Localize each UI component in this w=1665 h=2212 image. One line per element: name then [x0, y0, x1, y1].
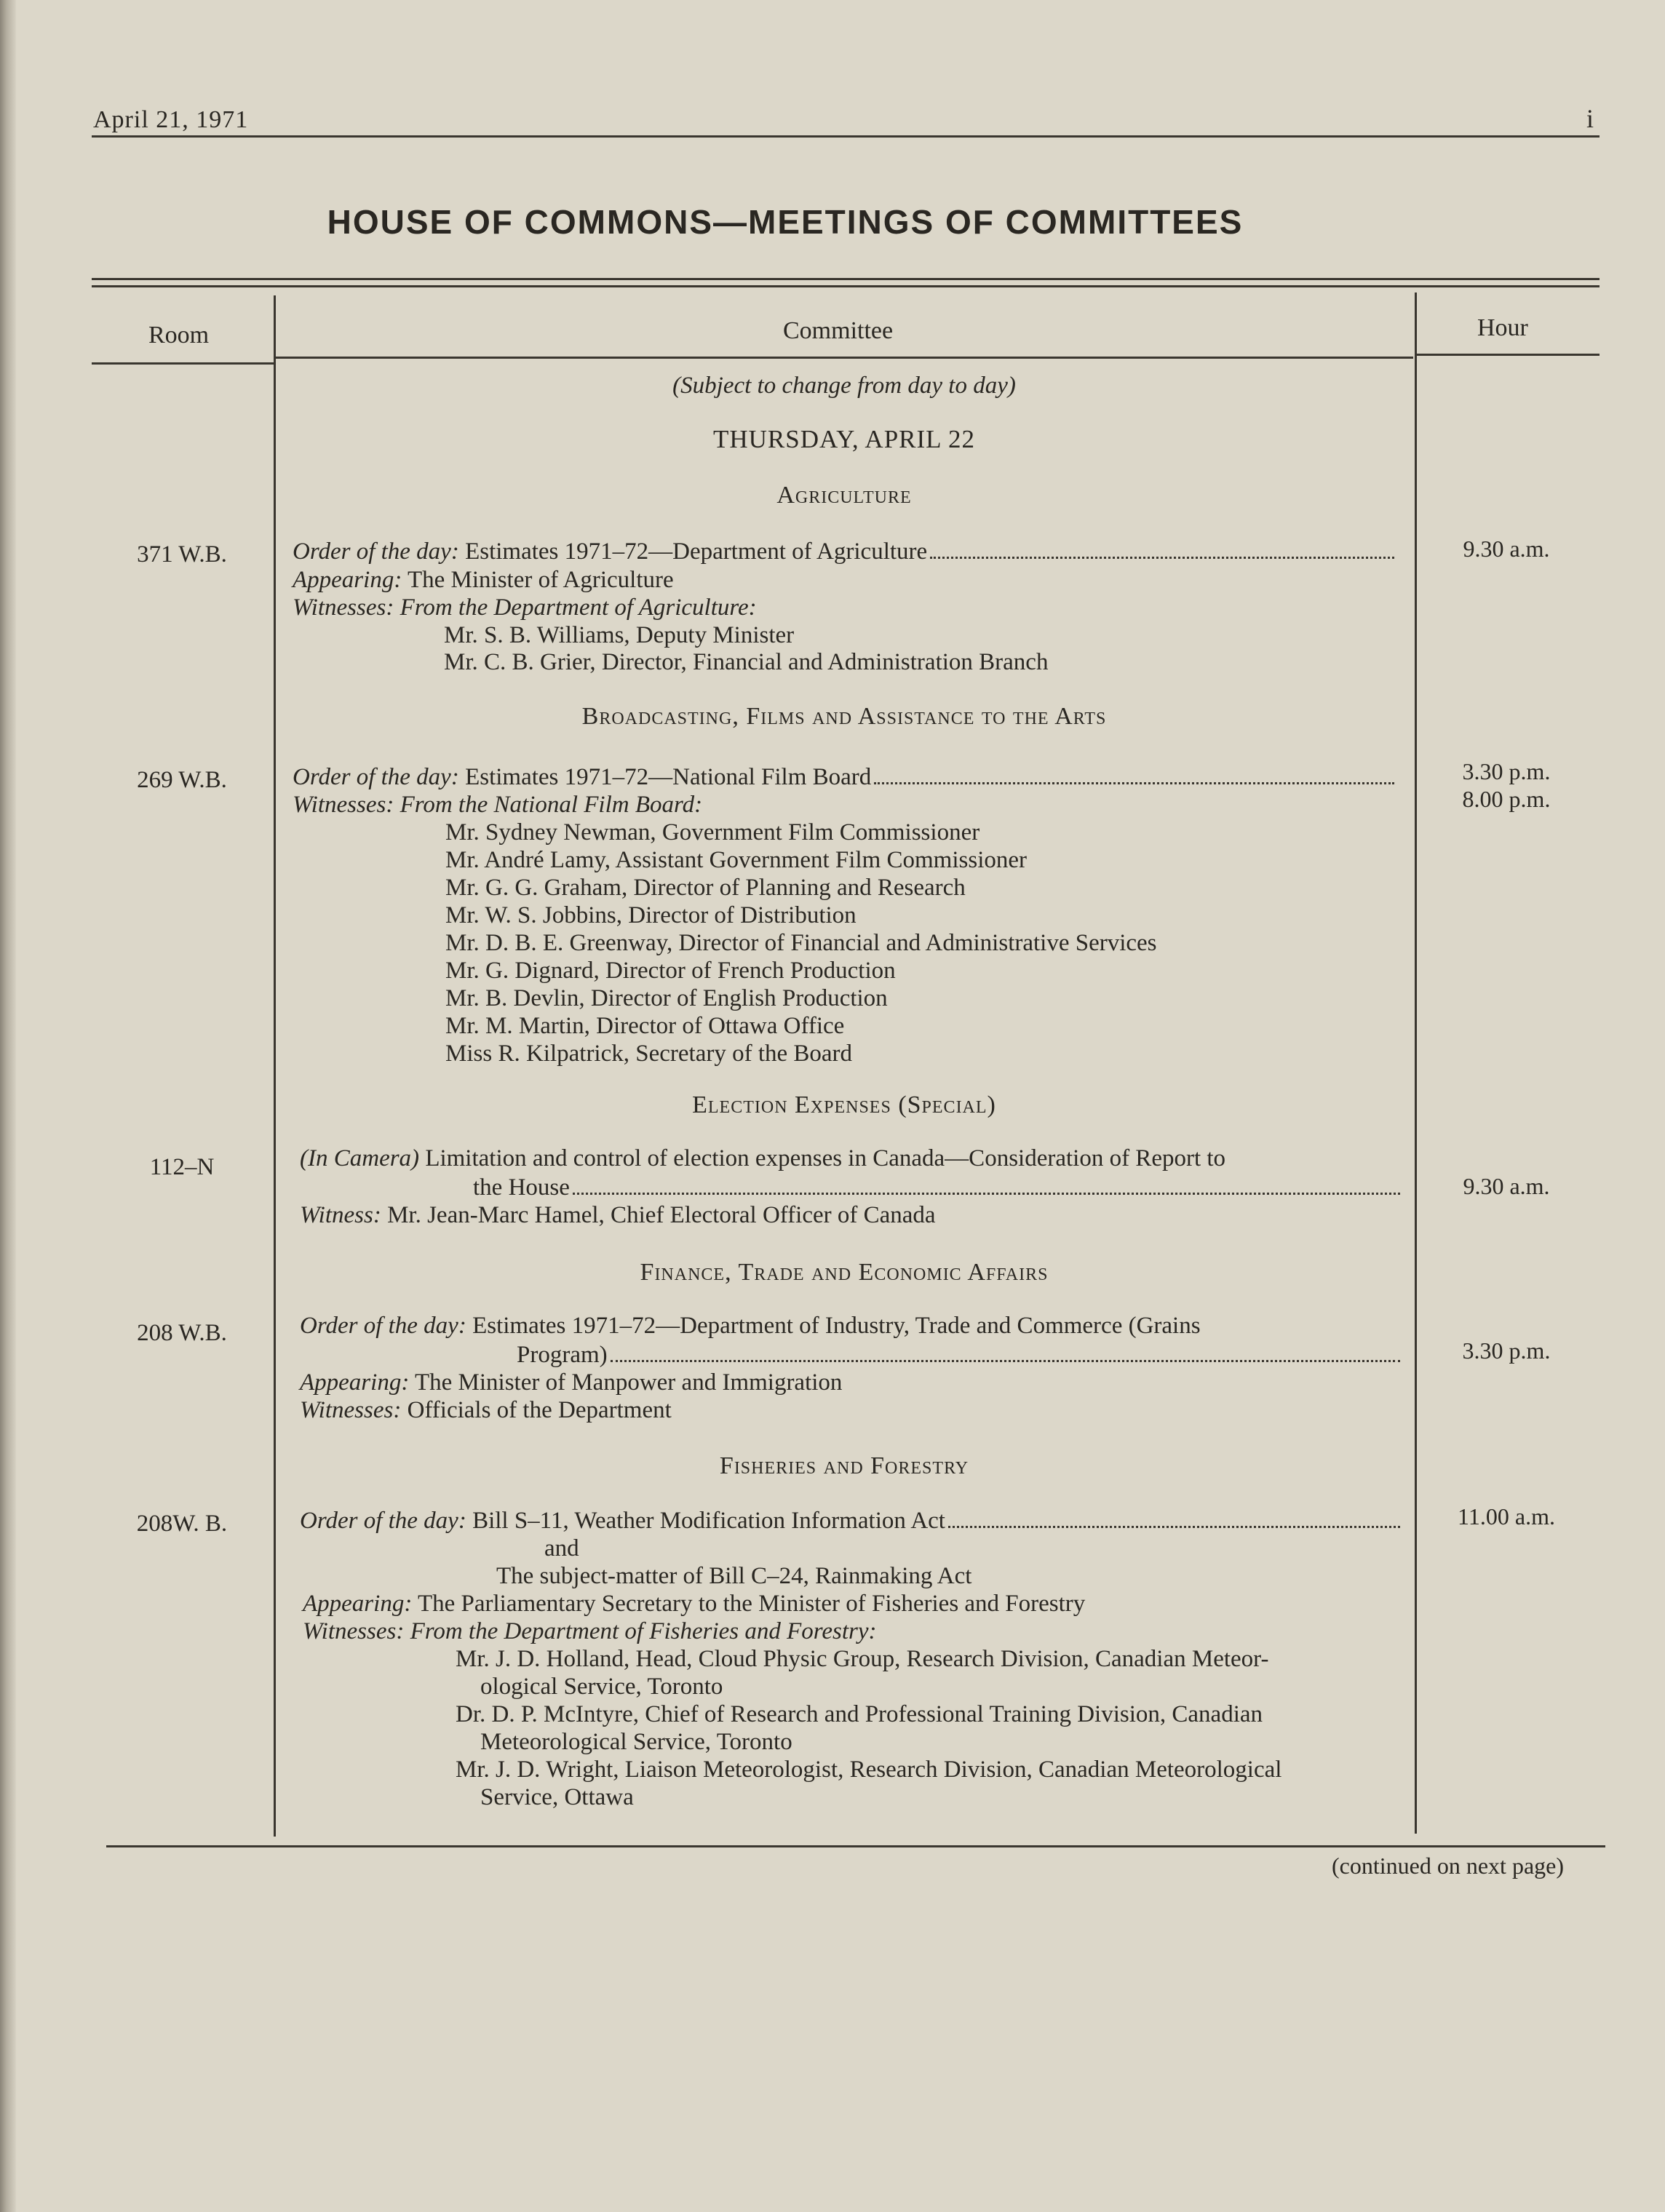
witness-broadcasting-3: Mr. G. G. Graham, Director of Planning and Research [445, 875, 966, 901]
document-title: HOUSE OF COMMONS—MEETINGS OF COMMITTEES [327, 203, 1244, 241]
hour-finance: 3.30 p.m. [1462, 1337, 1551, 1364]
witness-broadcasting-6: Mr. G. Dignard, Director of French Production [445, 958, 896, 984]
title-rule-bottom [92, 285, 1600, 287]
page-binding-edge [0, 0, 16, 2212]
witness-agriculture-1: Mr. S. B. Williams, Deputy Minister [444, 622, 795, 648]
witnesses-intro-fisheries: Witnesses: From the Department of Fisheries and Forestry: [303, 1618, 877, 1644]
header-date: April 21, 1971 [93, 106, 249, 133]
appearing-fisheries: Appearing: The Parliamentary Secretary to the Minister of Fisheries and Forestry [303, 1591, 1086, 1617]
order-broadcasting: Order of the day: Estimates 1971–72—National Film Board [293, 764, 1399, 791]
election-subject-line-2: the House [473, 1174, 1404, 1201]
hour-election: 9.30 a.m. [1463, 1173, 1550, 1199]
witness-broadcasting-9: Miss R. Kilpatrick, Secretary of the Board [445, 1041, 853, 1067]
hour-fisheries: 11.00 a.m. [1458, 1503, 1555, 1529]
committee-heading-broadcasting: Broadcasting, Films and Assistance to the Arts [581, 703, 1107, 730]
hour-header-rule [1416, 354, 1600, 356]
witness-fisheries-1b: ological Service, Toronto [480, 1674, 723, 1700]
witness-broadcasting-7: Mr. B. Devlin, Director of English Production [445, 985, 888, 1011]
committee-heading-election: Election Expenses (Special) [692, 1091, 996, 1118]
witness-broadcasting-5: Mr. D. B. E. Greenway, Director of Financial and Administrative Services [445, 930, 1157, 956]
continued-note: (continued on next page) [1332, 1853, 1564, 1879]
column-header-committee: Committee [783, 317, 894, 344]
witnesses-finance: Witnesses: Officials of the Department [300, 1397, 672, 1423]
subject-note: (Subject to change from day to day) [672, 373, 1016, 399]
witness-broadcasting-1: Mr. Sydney Newman, Government Film Commissioner [445, 819, 980, 846]
witnesses-intro-agriculture: Witnesses: From the Department of Agriculture: [293, 594, 757, 621]
election-subject-line-1: (In Camera) Limitation and control of election expenses in Canada—Consideration of Report to [300, 1145, 1226, 1171]
witness-broadcasting-4: Mr. W. S. Jobbins, Director of Distribution [445, 902, 857, 928]
column-divider-right [1415, 293, 1417, 1834]
page-number: i [1586, 104, 1594, 133]
order-agriculture: Order of the day: Estimates 1971–72—Department of Agriculture [293, 538, 1399, 565]
hour-broadcasting-2: 8.00 p.m. [1462, 786, 1551, 812]
table-bottom-rule [106, 1845, 1605, 1847]
witness-agriculture-2: Mr. C. B. Grier, Director, Financial and Administration Branch [444, 649, 1049, 675]
fisheries-and: and [544, 1535, 579, 1561]
committee-heading-finance: Finance, Trade and Economic Affairs [640, 1259, 1049, 1286]
column-divider-left [274, 295, 276, 1837]
room-election: 112–N [149, 1154, 215, 1180]
witness-fisheries-3b: Service, Ottawa [480, 1784, 634, 1810]
title-rule-top [92, 278, 1600, 280]
room-broadcasting: 269 W.B. [137, 767, 227, 793]
room-finance: 208 W.B. [137, 1320, 227, 1346]
meeting-day: THURSDAY, APRIL 22 [713, 425, 975, 453]
witness-election: Witness: Mr. Jean-Marc Hamel, Chief Electoral Officer of Canada [300, 1202, 936, 1228]
witness-fisheries-2a: Dr. D. P. McIntyre, Chief of Research and Professional Training Division, Canadian [456, 1701, 1263, 1727]
order-finance-line-2: Program) [517, 1342, 1404, 1369]
witnesses-intro-broadcasting: Witnesses: From the National Film Board: [293, 792, 703, 818]
committee-heading-agriculture: Agriculture [776, 482, 912, 509]
witness-fisheries-1a: Mr. J. D. Holland, Head, Cloud Physic Group, Research Division, Canadian Meteor- [456, 1646, 1269, 1672]
witness-fisheries-2b: Meteorological Service, Toronto [480, 1729, 792, 1755]
committee-heading-fisheries: Fisheries and Forestry [719, 1452, 969, 1479]
order-fisheries: Order of the day: Bill S–11, Weather Modification Information Act [300, 1508, 1404, 1535]
column-header-hour: Hour [1477, 314, 1528, 341]
appearing-finance: Appearing: The Minister of Manpower and Immigration [300, 1369, 843, 1396]
witness-broadcasting-2: Mr. André Lamy, Assistant Government Film Commissioner [445, 847, 1027, 873]
fisheries-subject-matter: The subject-matter of Bill C–24, Rainmaking Act [496, 1563, 972, 1589]
column-header-room: Room [148, 322, 210, 349]
committee-header-rule [275, 357, 1413, 359]
order-finance-line-1: Order of the day: Estimates 1971–72—Department of Industry, Trade and Commerce (Grains [300, 1313, 1201, 1339]
appearing-agriculture: Appearing: The Minister of Agriculture [293, 567, 674, 593]
header-rule [92, 135, 1600, 138]
hour-agriculture: 9.30 a.m. [1463, 536, 1550, 562]
witness-broadcasting-8: Mr. M. Martin, Director of Ottawa Office [445, 1013, 845, 1039]
room-fisheries: 208W. B. [136, 1511, 228, 1537]
witness-fisheries-3a: Mr. J. D. Wright, Liaison Meteorologist, Research Division, Canadian Meteorological [456, 1757, 1282, 1783]
room-header-rule [92, 362, 274, 365]
room-agriculture: 371 W.B. [137, 541, 227, 568]
hour-broadcasting-1: 3.30 p.m. [1462, 758, 1551, 784]
